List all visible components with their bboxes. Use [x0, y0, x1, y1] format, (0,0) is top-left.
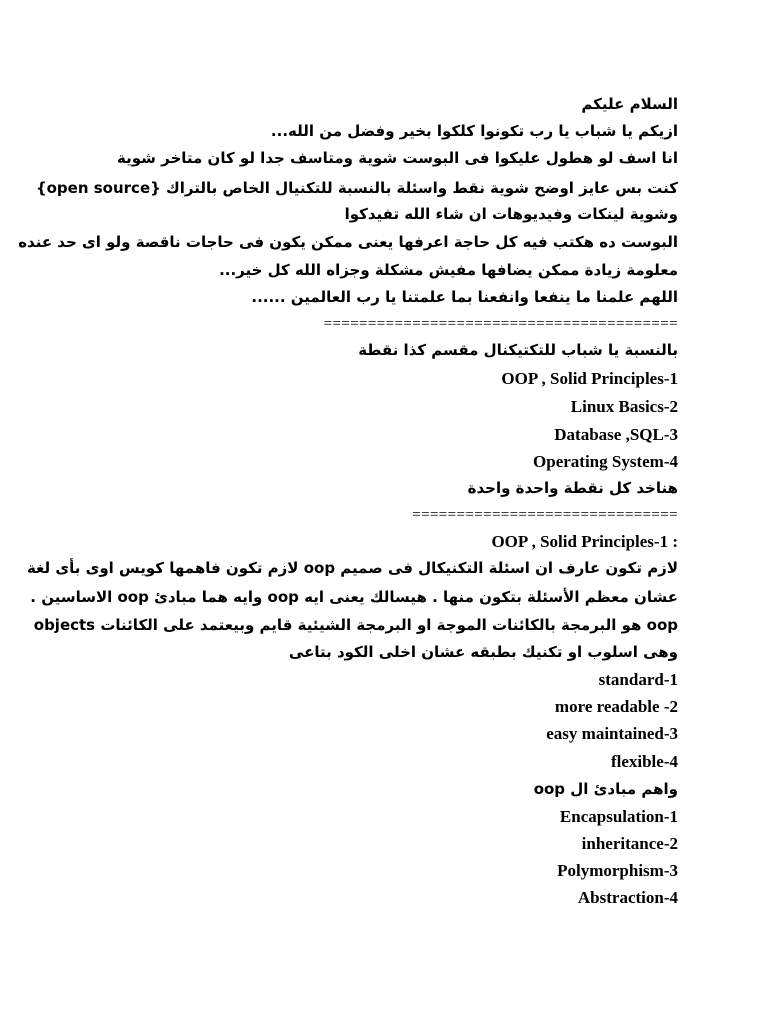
topic-list-item: OOP , Solid Principles-1: [501, 369, 678, 388]
topic-list-item: Database ,SQL-3: [554, 425, 678, 444]
text-line: انا اسف لو هطول عليكوا فى البوست شوية ومتاسف جدا لو كان متاخر شوية: [117, 149, 678, 167]
principle-list-item: Abstraction-4: [577, 888, 678, 907]
principle-list-item: Polymorphism-3: [557, 861, 678, 880]
text-line: هناخد كل نقطة واحدة واحدة: [467, 479, 678, 497]
section-heading: : OOP , Solid Principles-1: [491, 532, 678, 551]
text-line: وهى اسلوب او تكنيك بطبقه عشان اخلى الكود بتاعى: [288, 643, 678, 661]
text-line: واهم مبادئ ال oop: [533, 780, 678, 798]
text-line: لازم تكون عارف ان اسئلة التكنيكال فى صميم oop لازم تكون فاهمها كويس اوى بأى لغة: [26, 559, 678, 577]
text-line: اللهم علمنا ما ينفعا وانفعنا بما علمتنا يا رب العالمين ......: [251, 288, 678, 306]
section-intro-line: بالنسبة يا شباب للتكتيكنال مقسم كذا نقطة: [358, 341, 678, 359]
greeting-line: السلام عليكم: [581, 95, 678, 113]
text-line: كنت بس عايز اوضح شوية نقط واسئلة بالنسبة للتكنيال الخاص بالتراك {open source}: [35, 179, 678, 197]
benefit-list-item: easy maintained-3: [546, 724, 678, 743]
separator-line: ========================================: [323, 316, 678, 332]
separator-line: ==============================: [412, 507, 678, 523]
benefit-list-item: flexible-4: [610, 752, 678, 771]
text-line: وشوية لينكات وفيديوهات ان شاء الله تفيدكوا: [344, 205, 678, 223]
principle-list-item: inheritance-2: [581, 834, 678, 853]
text-line: ازيكم يا شباب يا رب تكونوا كلكوا بخير وفضل من الله...: [270, 122, 678, 140]
topic-list-item: Linux Basics-2: [570, 397, 678, 416]
text-line: oop هو البرمجة بالكائنات الموجة او البرمجة الشيئية قايم وبيعتمد على الكائنات objects: [33, 616, 678, 634]
benefit-list-item: more readable -2: [554, 697, 678, 716]
topic-list-item: Operating System-4: [533, 452, 678, 471]
text-line: البوست ده هكتب فيه كل حاجة اعرفها يعنى ممكن يكون فى حاجات ناقصة ولو اى حد عنده: [18, 233, 678, 251]
text-line: معلومة زيادة ممكن يضافها مفيش مشكلة وجزاه الله كل خير...: [219, 261, 678, 279]
text-line: عشان معظم الأسئلة بتكون منها . هيسالك يعنى ايه oop وايه هما مبادئ oop الاساسين .: [30, 588, 678, 606]
benefit-list-item: standard-1: [598, 670, 678, 689]
principle-list-item: Encapsulation-1: [559, 807, 678, 826]
